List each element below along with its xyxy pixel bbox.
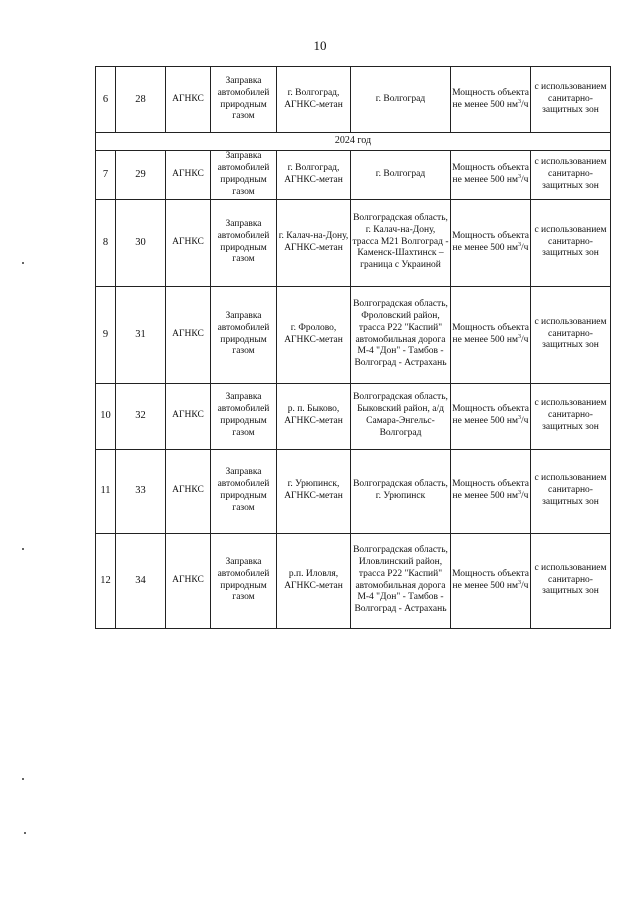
name-cell: г. Волгоград, АГНКС-метан bbox=[277, 151, 351, 200]
capacity-cell bbox=[451, 67, 531, 133]
table-row bbox=[96, 199, 611, 286]
location-cell: Волгоградская область, Иловлинский район, трасса Р22 "Каспий" автомобильная дорога М-4 "Дон" - Тамбов - Волгоград - Астрахань bbox=[351, 533, 451, 628]
zone-cell: с использованием санитарно-защитных зон bbox=[531, 449, 611, 533]
purpose-cell: Заправка автомобилей природным газом bbox=[211, 199, 277, 286]
capacity-unit: /ч bbox=[521, 99, 529, 110]
capacity-unit: /ч bbox=[521, 174, 529, 185]
zone-cell: с использованием санитарно-защитных зон bbox=[531, 286, 611, 383]
location-cell: Волгоградская область, г. Калач-на-Дону, трасса М21 Волгоград - Каменск-Шахтинск – граница с Украиной bbox=[351, 199, 451, 286]
location-cell: Волгоградская область, г. Урюпинск bbox=[351, 449, 451, 533]
capacity-cell bbox=[451, 199, 531, 286]
capacity-text: Мощность объекта не менее 500 нм bbox=[452, 568, 529, 591]
zone-cell: с использованием санитарно-защитных зон bbox=[531, 67, 611, 133]
capacity-text: Мощность объекта не менее 500 нм bbox=[452, 162, 529, 185]
purpose-cell: Заправка автомобилей природным газом bbox=[211, 383, 277, 449]
n-cell: 11 bbox=[96, 449, 116, 533]
zone-cell: с использованием санитарно-защитных зон bbox=[531, 533, 611, 628]
table-row bbox=[96, 533, 611, 628]
superscript: 3 bbox=[518, 579, 522, 586]
type-cell: АГНКС bbox=[166, 383, 211, 449]
table-row bbox=[96, 286, 611, 383]
superscript: 3 bbox=[518, 98, 522, 105]
n-cell: 7 bbox=[96, 151, 116, 200]
n-cell: 6 bbox=[96, 67, 116, 133]
purpose-cell: Заправка автомобилей природным газом bbox=[211, 286, 277, 383]
id-cell: 29 bbox=[116, 151, 166, 200]
superscript: 3 bbox=[518, 414, 522, 421]
n-cell: 8 bbox=[96, 199, 116, 286]
name-cell: г. Фролово, АГНКС-метан bbox=[277, 286, 351, 383]
page-number: 10 bbox=[313, 38, 327, 53]
capacity-cell bbox=[451, 286, 531, 383]
n-cell: 10 bbox=[96, 383, 116, 449]
type-cell: АГНКС bbox=[166, 286, 211, 383]
superscript: 3 bbox=[518, 173, 522, 180]
capacity-cell bbox=[451, 151, 531, 200]
type-cell: АГНКС bbox=[166, 449, 211, 533]
capacity-unit: /ч bbox=[521, 242, 529, 253]
id-cell: 31 bbox=[116, 286, 166, 383]
table-row bbox=[96, 383, 611, 449]
name-cell: г. Волгоград, АГНКС-метан bbox=[277, 67, 351, 133]
zone-cell: с использованием санитарно-защитных зон bbox=[531, 151, 611, 200]
name-cell: р.п. Иловля, АГНКС-метан bbox=[277, 533, 351, 628]
purpose-cell: Заправка автомобилей природным газом bbox=[211, 151, 277, 200]
table-row bbox=[96, 67, 611, 133]
table-row bbox=[96, 151, 611, 200]
capacity-text: Мощность объекта не менее 500 нм bbox=[452, 404, 529, 426]
capacity-text: Мощность объекта не менее 500 нм bbox=[452, 479, 529, 501]
superscript: 3 bbox=[518, 333, 522, 340]
location-cell: г. Волгоград bbox=[351, 151, 451, 200]
capacity-unit: /ч bbox=[521, 580, 529, 591]
type-cell: АГНКС bbox=[166, 199, 211, 286]
capacity-cell bbox=[451, 533, 531, 628]
name-cell: г. Урюпинск, АГНКС-метан bbox=[277, 449, 351, 533]
n-cell: 9 bbox=[96, 286, 116, 383]
purpose-cell: Заправка автомобилей природным газом bbox=[211, 67, 277, 133]
zone-cell: с использованием санитарно-защитных зон bbox=[531, 199, 611, 286]
capacity-unit: /ч bbox=[521, 416, 529, 426]
table-row bbox=[96, 449, 611, 533]
id-cell: 30 bbox=[116, 199, 166, 286]
zone-cell: с использованием санитарно-защитных зон bbox=[531, 383, 611, 449]
id-cell: 34 bbox=[116, 533, 166, 628]
year-row bbox=[96, 133, 611, 151]
capacity-text: Мощность объекта не менее 500 нм bbox=[452, 87, 529, 110]
type-cell: АГНКС bbox=[166, 533, 211, 628]
id-cell: 32 bbox=[116, 383, 166, 449]
superscript: 3 bbox=[518, 241, 522, 248]
capacity-text: Мощность объекта не менее 500 нм bbox=[452, 230, 529, 253]
location-cell: Волгоградская область, Фроловский район, трасса Р22 "Каспий" автомобильная дорога М-4 "Дон" - Тамбов - Волгоград - Астрахань bbox=[351, 286, 451, 383]
purpose-cell: Заправка автомобилей природным газом bbox=[211, 449, 277, 533]
capacity-unit: /ч bbox=[521, 491, 529, 501]
objects-table bbox=[95, 66, 611, 629]
year-heading: 2024 год bbox=[96, 133, 611, 151]
purpose-cell: Заправка автомобилей природным газом bbox=[211, 533, 277, 628]
n-cell: 12 bbox=[96, 533, 116, 628]
superscript: 3 bbox=[518, 489, 522, 496]
id-cell: 28 bbox=[116, 67, 166, 133]
capacity-unit: /ч bbox=[521, 334, 529, 345]
name-cell: г. Калач-на-Дону, АГНКС-метан bbox=[277, 199, 351, 286]
capacity-cell bbox=[451, 383, 531, 449]
location-cell: Волгоградская область, Быковский район, а/д Самара-Энгельс-Волгоград bbox=[351, 383, 451, 449]
type-cell: АГНКС bbox=[166, 67, 211, 133]
name-cell: р. п. Быково, АГНКС-метан bbox=[277, 383, 351, 449]
capacity-text: Мощность объекта не менее 500 нм bbox=[452, 322, 529, 345]
id-cell: 33 bbox=[116, 449, 166, 533]
capacity-cell bbox=[451, 449, 531, 533]
location-cell: г. Волгоград bbox=[351, 67, 451, 133]
type-cell: АГНКС bbox=[166, 151, 211, 200]
